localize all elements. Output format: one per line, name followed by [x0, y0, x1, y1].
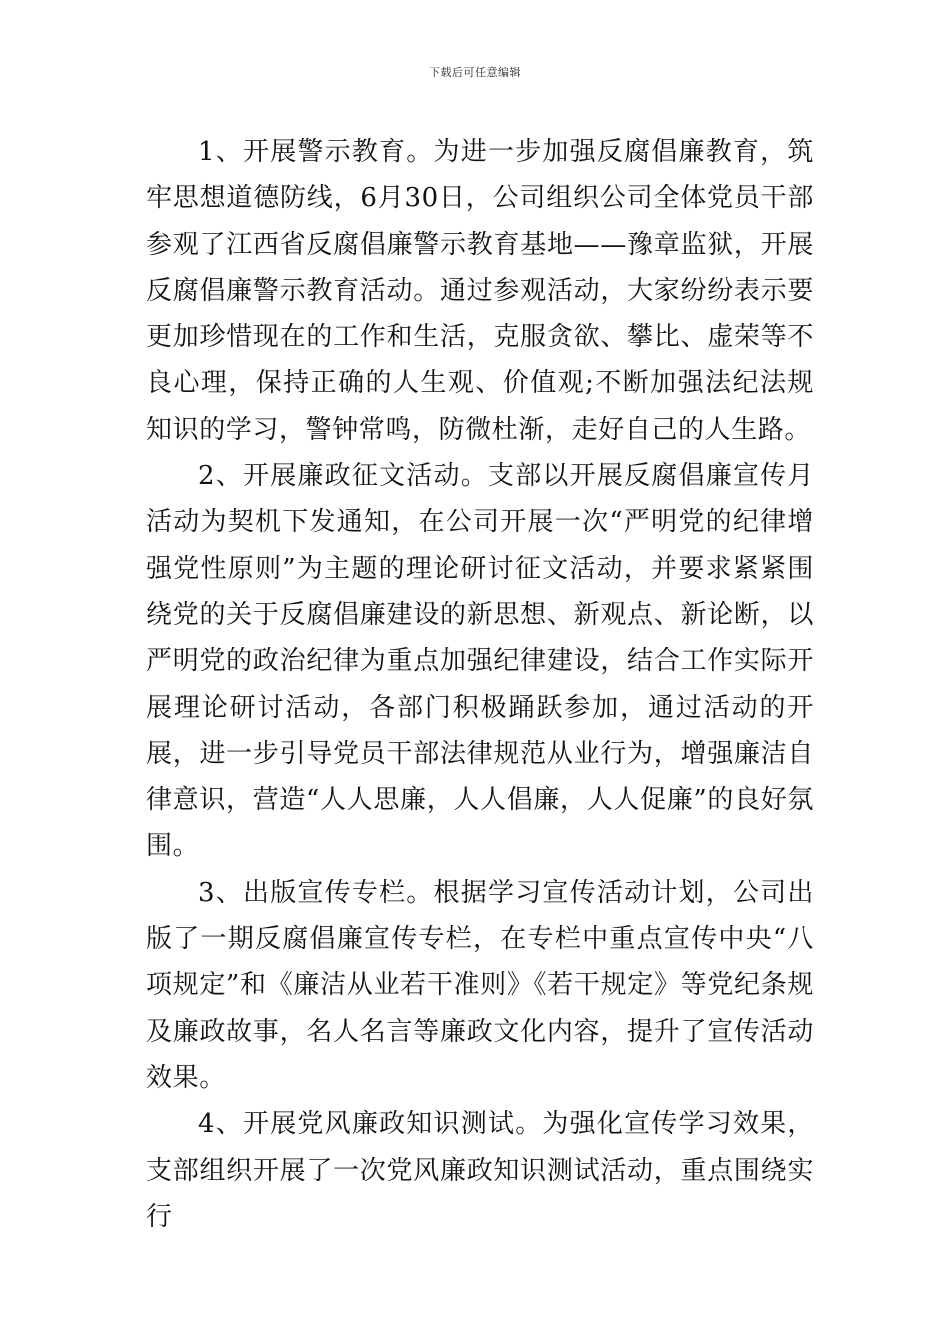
paragraph-3: 3、出版宣传专栏。根据学习宣传活动计划，公司出版了一期反腐倡廉宣传专栏，在专栏中重点宣传中央“八项规定”和《廉洁从业若干准则》《若干规定》等党纪条规及廉政故事，名人名言等廉政文化内容，提升了宣传活动效果。 — [146, 877, 814, 1093]
page-header: 下载后可任意编辑 — [429, 66, 521, 79]
paragraph-2: 2、开展廉政征文活动。支部以开展反腐倡廉宣传月活动为契机下发通知，在公司开展一次“严明党的纪律增强党性原则”为主题的理论研讨征文活动，并要求紧紧围绕党的关于反腐倡廉建设的新思想、新观点、新论断，以严明党的政治纪律为重点加强纪律建设，结合工作实际开展理论研讨活动，各部门积极踊跃参加，通过活动的开展，进一步引导党员干部法律规范从业行为，增强廉洁自律意识，营造“人人思廉，人人倡廉，人人促廉”的良好氛围。 — [146, 461, 814, 862]
paragraph-4: 4、开展党风廉政知识测试。为强化宣传学习效果，支部组织开展了一次党风廉政知识测试活动，重点围绕实行 — [146, 1109, 814, 1232]
document-body — [146, 129, 814, 1240]
paragraph-1: 1、开展警示教育。为进一步加强反腐倡廉教育，筑牢思想道德防线，6月30日，公司组织公司全体党员干部参观了江西省反腐倡廉警示教育基地——豫章监狱，开展反腐倡廉警示教育活动。通过参观活动，大家纷纷表示要更加珍惜现在的工作和生活，克服贪欲、攀比、虚荣等不良心理，保持正确的人生观、价值观;不断加强法纪法规知识的学习，警钟常鸣，防微杜渐，走好自己的人生路。 — [146, 137, 814, 445]
